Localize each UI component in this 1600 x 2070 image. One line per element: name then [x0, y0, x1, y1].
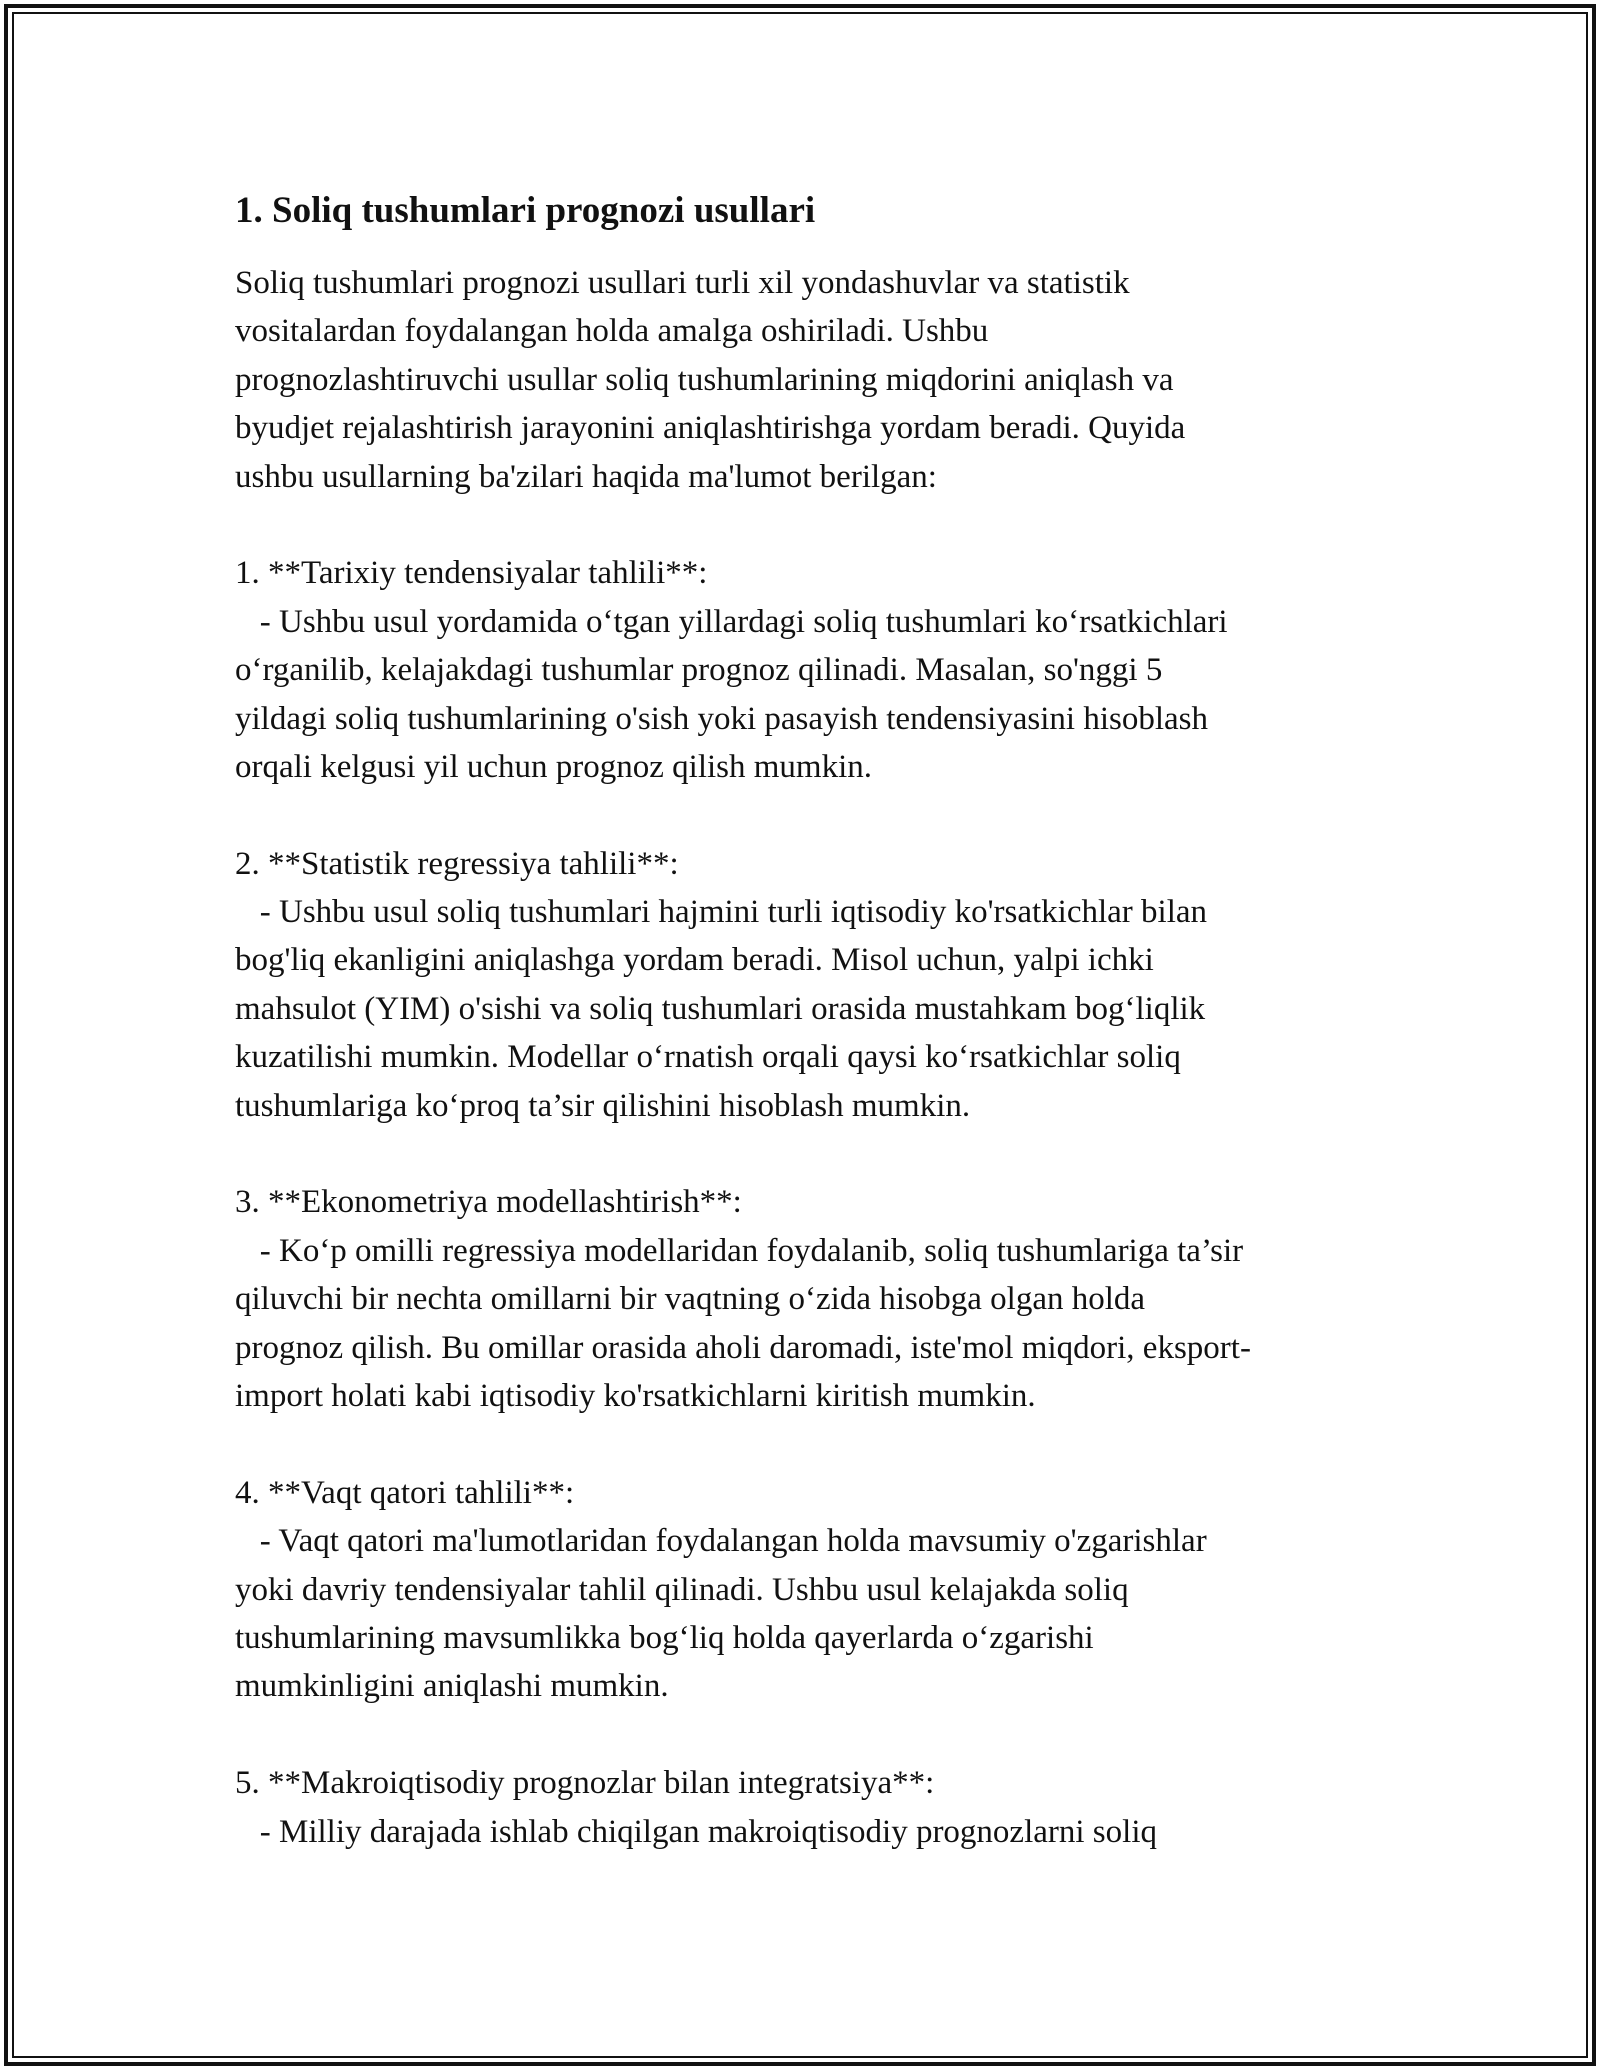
spacer	[235, 791, 1395, 839]
spacer	[235, 1711, 1395, 1759]
text-line: byudjet rejalashtirish jarayonini aniqlashtirishga yordam beradi. Quyida	[235, 410, 1186, 447]
text-line: mahsulot (YIM) o'sishi va soliq tushumlari orasida mustahkam bog‘liqlik	[235, 990, 1206, 1027]
text-line: - Vaqt qatori ma'lumotlaridan foydalangan holda mavsumiy o'zgarishlar	[235, 1523, 1207, 1560]
text-line: vositalardan foydalangan holda amalga oshiriladi. Ushbu	[235, 313, 989, 350]
section-heading: 3. **Ekonometriya modellashtirish**:	[235, 1184, 742, 1221]
text-line: mumkinligini aniqlashi mumkin.	[235, 1668, 669, 1705]
text-line: o‘rganilib, kelajakdagi tushumlar prognoz qilinadi. Masalan, so'nggi 5	[235, 652, 1163, 689]
section-heading: 1. **Tarixiy tendensiyalar tahlili**:	[235, 555, 708, 592]
section-3	[235, 1178, 1395, 1420]
text-line: - Milliy darajada ishlab chiqilgan makroiqtisodiy prognozlarni soliq	[235, 1813, 1157, 1850]
document-title: 1. Soliq tushumlari prognozi usullari	[235, 190, 816, 231]
text-line: tushumlarining mavsumlikka bog‘liq holda qayerlarda o‘zgarishi	[235, 1619, 1094, 1656]
section-4	[235, 1469, 1395, 1711]
text-line: qiluvchi bir nechta omillarni bir vaqtning o‘zida hisobga olgan holda	[235, 1281, 1146, 1318]
text-line: ushbu usullarning ba'zilari haqida ma'lumot berilgan:	[235, 458, 937, 495]
section-heading: 2. **Statistik regressiya tahlili**:	[235, 845, 679, 882]
text-line: prognoz qilish. Bu omillar orasida aholi daromadi, iste'mol miqdori, eksport-	[235, 1329, 1251, 1366]
text-line: Soliq tushumlari prognozi usullari turli xil yondashuvlar va statistik	[235, 265, 1130, 301]
text-line: orqali kelgusi yil uchun prognoz qilish mumkin.	[235, 748, 873, 785]
intro-paragraph	[235, 259, 1395, 501]
spacer	[235, 1420, 1395, 1468]
section-heading: 4. **Vaqt qatori tahlili**:	[235, 1474, 575, 1511]
section-5	[235, 1759, 1395, 1856]
text-line: - Ushbu usul soliq tushumlari hajmini turli iqtisodiy ko'rsatkichlar bilan	[235, 894, 1208, 931]
section-2	[235, 840, 1395, 1130]
text-line: yoki davriy tendensiyalar tahlil qilinadi. Ushbu usul kelajakda soliq	[235, 1571, 1129, 1608]
text-line: yildagi soliq tushumlarining o'sish yoki pasayish tendensiyasini hisoblash	[235, 700, 1208, 737]
text-line: - Ko‘p omilli regressiya modellaridan foydalanib, soliq tushumlariga ta’sir	[235, 1232, 1244, 1269]
text-line: prognozlashtiruvchi usullar soliq tushumlarining miqdorini aniqlash va	[235, 361, 1174, 398]
text-line: kuzatilishi mumkin. Modellar o‘rnatish orqali qaysi ko‘rsatkichlar soliq	[235, 1039, 1181, 1076]
section-heading: 5. **Makroiqtisodiy prognozlar bilan integratsiya**:	[235, 1765, 935, 1802]
section-1	[235, 549, 1395, 791]
document-body	[235, 187, 1395, 1856]
text-line: - Ushbu usul yordamida o‘tgan yillardagi soliq tushumlari ko‘rsatkichlari	[235, 603, 1228, 640]
text-line: bog'liq ekanligini aniqlashga yordam beradi. Misol uchun, yalpi ichki	[235, 942, 1154, 979]
spacer	[235, 501, 1395, 549]
text-line: import holati kabi iqtisodiy ko'rsatkichlarni kiritish mumkin.	[235, 1377, 1036, 1414]
text-line: tushumlariga ko‘proq ta’sir qilishini hisoblash mumkin.	[235, 1087, 971, 1124]
spacer	[235, 1130, 1395, 1178]
